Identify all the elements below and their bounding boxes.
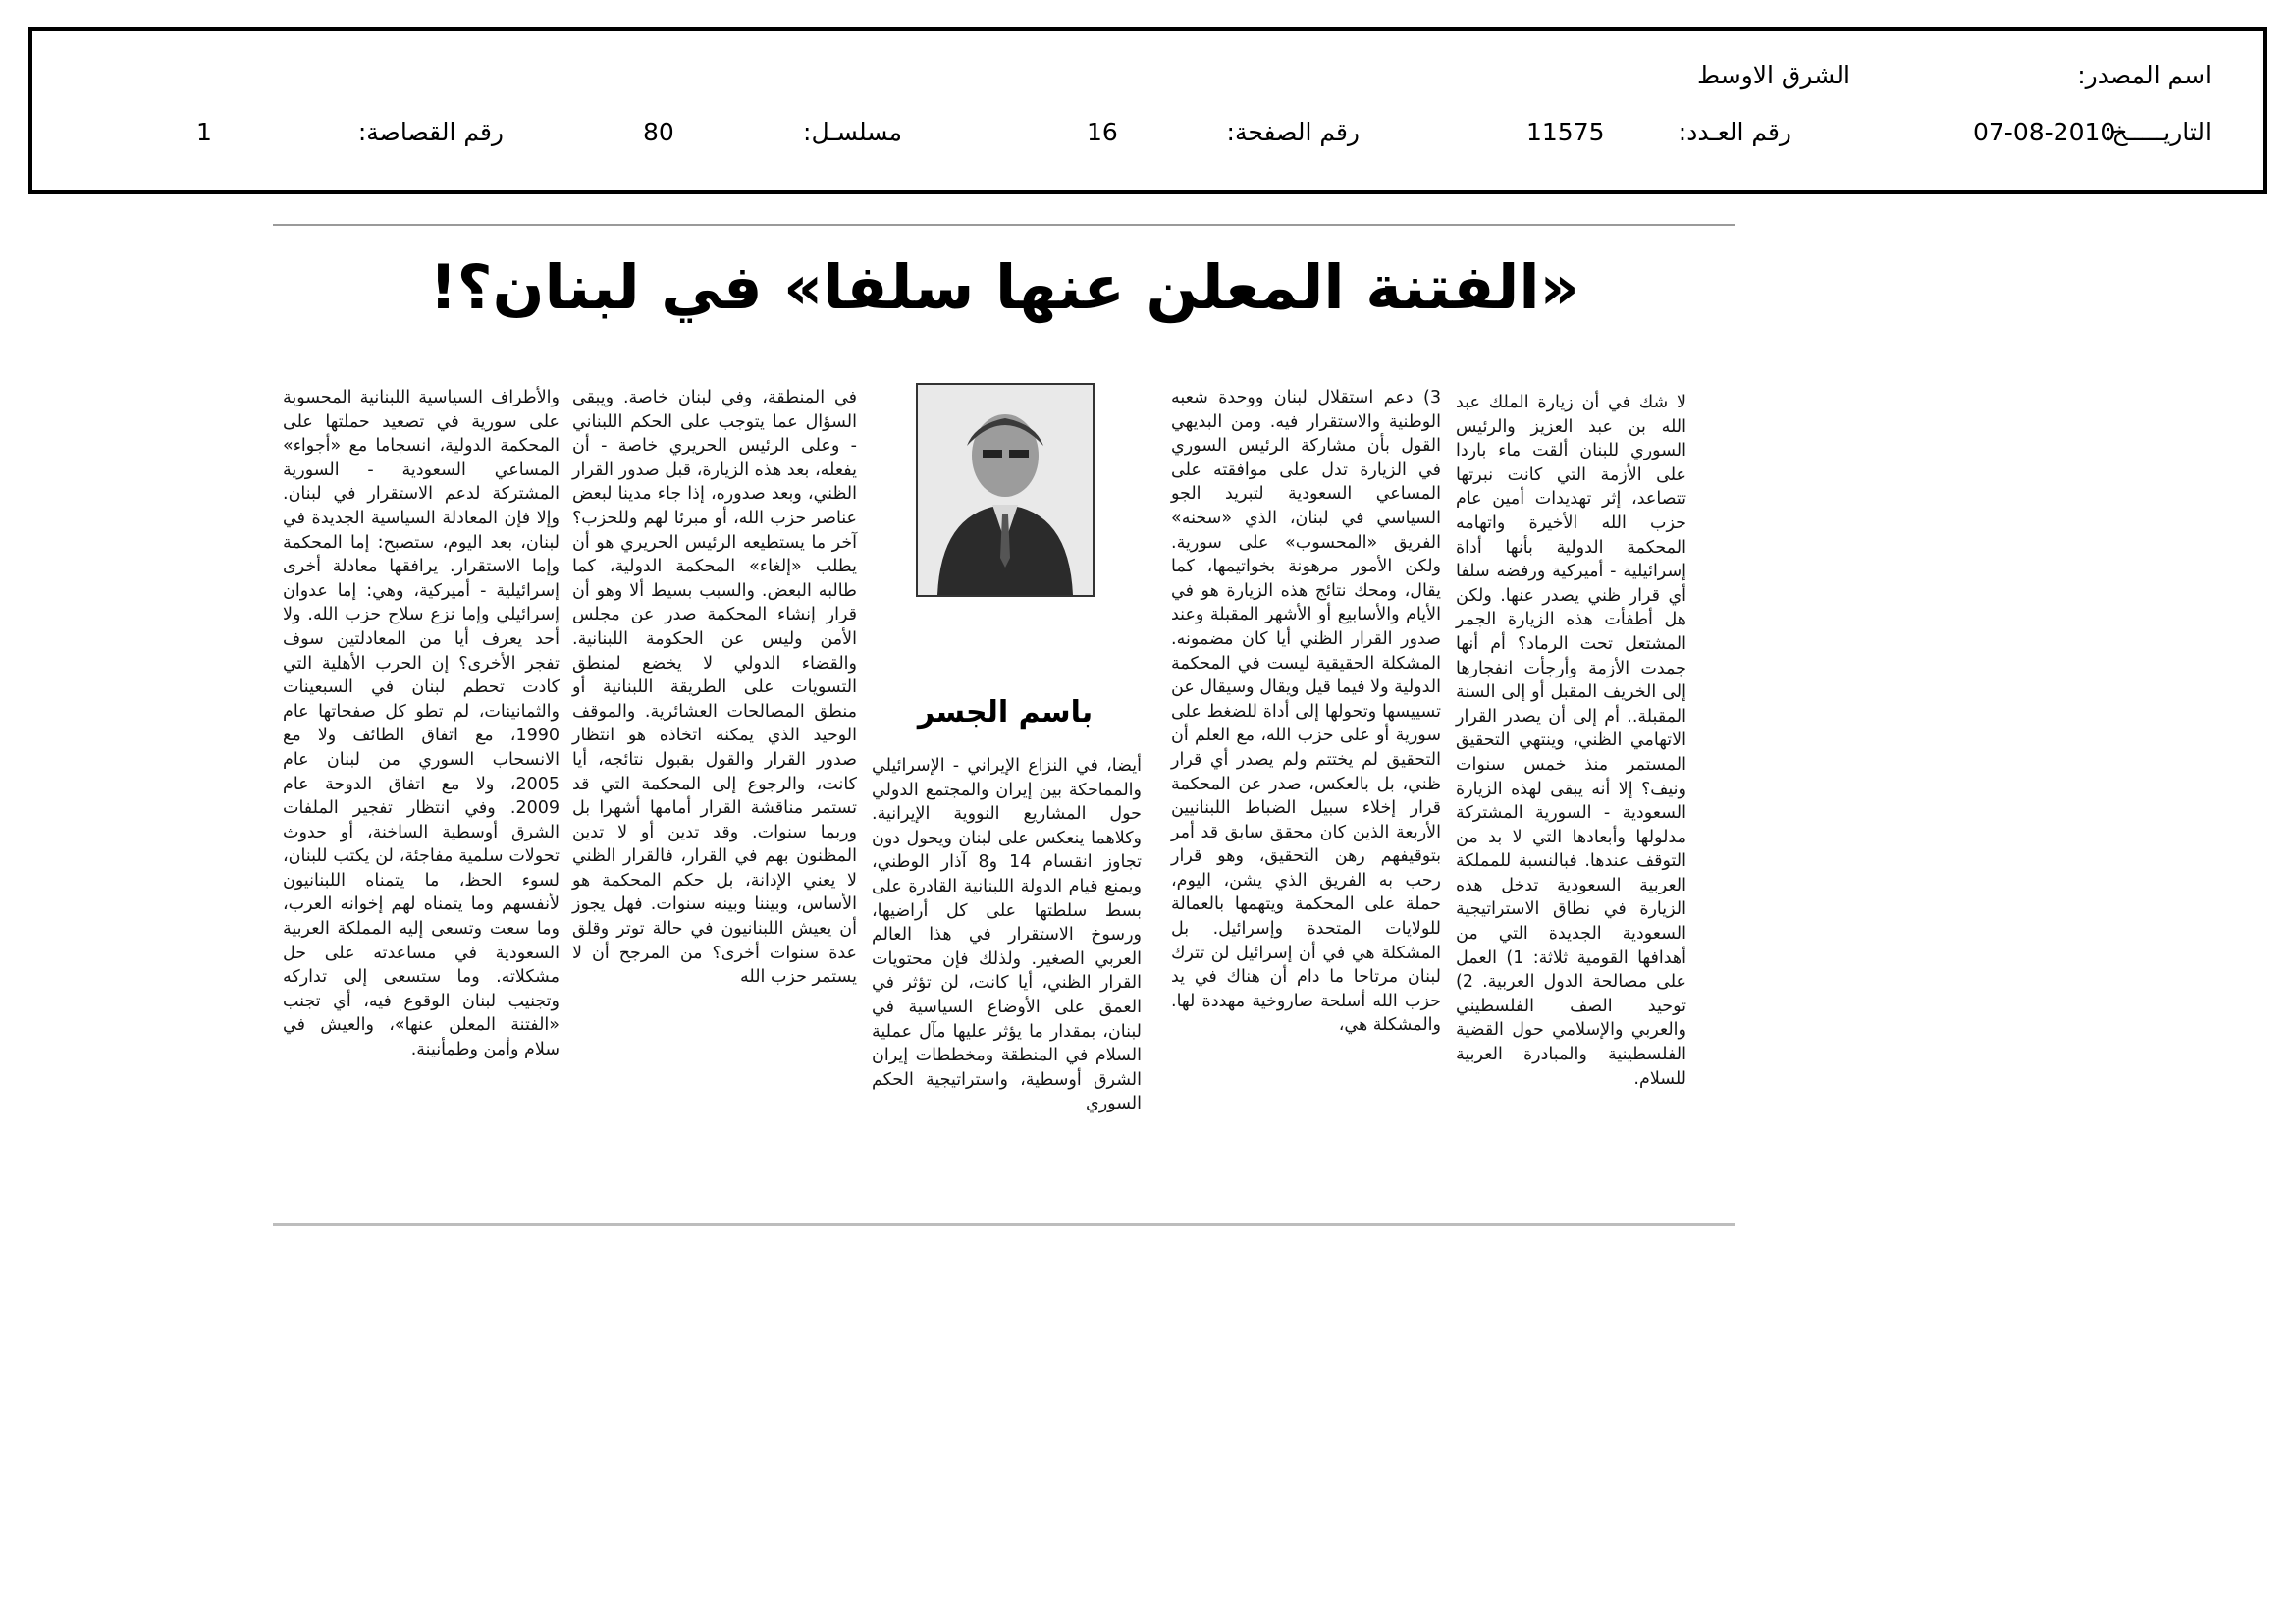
article-column-2: 3) دعم استقلال لبنان ووحدة شعبه الوطنية والاستقرار فيه. ومن البديهي القول بأن مشاركة الرئيس السوري في الزيارة تدل على موافقته على المساعي السعودية لتبريد الجو السياسي في لبنان، الذي «سخنه» الفريق «المحسوب» على سورية. ولكن الأمور مرهونة بخواتيمها، كما يقال، ومحك نتائج هذه الزيارة هو في الأيام والأسابيع أو الأشهر المقبلة وعند صدور القرار الظني أيا كان مضمونه. المشكلة الحقيقية ليست في المحكمة الدولية ولا فيما قيل ويقال وسيقال عن تسييسها وتحولها إلى أداة للضغط على سورية أو على حزب الله، مع العلم أن التحقيق لم يختتم ولم يصدر أي قرار ظني، بل بالعكس، صدر عن المحكمة قرار إخلاء سبيل الضباط اللبنانيين الأربعة الذين كان محقق سابق قد أمر بتوقيفهم رهن التحقيق، وهو قرار رحب به الفريق الذي يشن، اليوم، حملة على المحكمة ويتهمها بالعمالة للولايات المتحدة وإسرائيل. بل المشكلة هي في أن إسرائيل لن تترك لبنان مرتاحا ما دام أن هناك في يد حزب الله أسلحة صاروخية مهددة لها. والمشكلة هي، bbox=[1171, 388, 1441, 1036]
author-portrait-icon bbox=[918, 385, 1093, 595]
clip-value: 1 bbox=[196, 118, 212, 146]
author-photo bbox=[916, 383, 1095, 597]
source-value: الشرق الاوسط bbox=[1697, 61, 1850, 89]
article-column-4: في المنطقة، وفي لبنان خاصة. ويبقى السؤال عما يتوجب على الحكم اللبناني - وعلى الرئيس الحريري خاصة - أن يفعله، بعد هذه الزيارة، قبل صدور القرار الظني، وبعد صدوره، إذا جاء مدينا لبعض عناصر حزب الله، أو مبرئا لهم وللحزب؟ آخر ما يستطيعه الرئيس الحريري هو أن يطلب «إلغاء» المحكمة الدولية، كما طالبه البعض. والسبب بسيط ألا وهو أن قرار إنشاء المحكمة صدر عن مجلس الأمن وليس عن الحكومة اللبنانية. والقضاء الدولي لا يخضع لمنطق التسويات على الطريقة اللبنانية أو منطق المصالحات العشائرية. والموقف الوحيد الذي يمكنه اتخاذه هو انتظار صدور القرار والقول بقبول نتائجه، أيا كانت، والرجوع إلى المحكمة التي قد تستمر مناقشة القرار أمامها أشهرا بل وربما سنوات. وقد تدين أو لا تدين المظنون بهم في القرار، فالقرار الظني لا يعني الإدانة، بل حكم المحكمة هو الأساس، وبيننا وبينه سنوات. فهل يجوز أن يعيش اللبنانيون في حالة توتر وقلق عدة سنوات أخرى؟ من المرجح أن لا يستمر حزب الله bbox=[572, 388, 857, 988]
source-label: اسم المصدر: bbox=[2077, 61, 2212, 89]
article-column-1: لا شك في أن زيارة الملك عبد الله بن عبد العزيز والرئيس السوري للبنان ألقت ماء باردا على الأزمة التي كانت نبرتها تتصاعد، إثر تهديدات أمين عام حزب الله الأخيرة واتهامه المحكمة الدولية بأنها أداة إسرائيلية - أميركية ورفضه سلفا أي قرار ظني يصدر عنها. ولكن هل أطفأت هذه الزيارة الجمر المشتعل تحت الرماد؟ أم أنها جمدت الأزمة وأرجأت انفجارها إلى الخريف المقبل أو إلى السنة المقبلة.. أم إلى أن يصدر القرار الاتهامي الظني، وينتهي التحقيق المستمر منذ خمس سنوات ونيف؟ إلا أنه يبقى لهذه الزيارة السعودية - السورية المشتركة مدلولها وأبعادها التي لا بد من التوقف عندها. فبالنسبة للمملكة العربية السعودية تدخل هذه الزيارة في نطاق الاستراتيجية السعودية الجديدة التي من أهدافها القومية ثلاثة: 1) العمل على مصالحة الدول العربية. 2) توحيد الصف الفلسطيني والعربي والإسلامي حول القضية الفلسطينية والمبادرة العربية للسلام. bbox=[1456, 393, 1686, 1089]
clip-label: رقم القصاصة: bbox=[357, 118, 504, 146]
bottom-rule bbox=[273, 1223, 1735, 1226]
serial-label: مسلسـل: bbox=[803, 118, 902, 146]
metadata-header bbox=[28, 27, 2267, 194]
date-label: التاريـــــخ: bbox=[2104, 118, 2212, 146]
article-column-3: أيضا، في النزاع الإيراني - الإسرائيلي والمماحكة بين إيران والمجتمع الدولي حول المشاريع النووية الإيرانية. وكلاهما ينعكس على لبنان ويحول دون تجاوز انقسام 14 و8 آذار الوطني، ويمنع قيام الدولة اللبنانية القادرة على بسط سلطتها على كل أراضيها، ورسوخ الاستقرار في هذا العالم العربي الصغير. ولذلك فإن محتويات القرار الظني، أيا كانت، لن تؤثر في العمق على الأوضاع السياسية في لبنان، بمقدار ما يؤثر عليها مآل عملية السلام في المنطقة ومخططات إيران الشرق أوسطية، واستراتيجية الحكم السوري bbox=[872, 756, 1143, 1114]
date-value: 07-08-2010 bbox=[1973, 118, 2116, 146]
article-column-5: والأطراف السياسية اللبنانية المحسوبة على سورية في تصعيد حملتها على المحكمة الدولية، انسجاما مع «أجواء» المساعي السعودية - السورية المشتركة لدعم الاستقرار في لبنان. وإلا فإن المعادلة السياسية الجديدة في لبنان، بعد اليوم، ستصبح: إما المحكمة وإما الاستقرار. يرافقها معادلة أخرى إسرائيلية - أميركية، وهي: إما عدوان إسرائيلي وإما نزع سلاح حزب الله. ولا أحد يعرف أيا من المعادلتين سوف تفجر الأخرى؟ إن الحرب الأهلية التي كادت تحطم لبنان في السبعينات والثمانينات، لم تطو كل صفحاتها عام 1990، مع اتفاق الطائف ولا مع الانسحاب السوري من لبنان عام 2005، ولا مع اتفاق الدوحة عام 2009. وفي انتظار تفجير الملفات الشرق أوسطية الساخنة، أو حدوث تحولات سلمية مفاجئة، لن يكتب للبنان، لسوء الحظ، ما يتمناه اللبنانيون لأنفسهم وما يتمناه لهم إخوانه العرب، وما سعت وتسعى إليه المملكة العربية السعودية في مساعدته على حل مشكلاته. وما ستسعى إلى تداركه وتجنيب لبنان الوقوع فيه، أي تجنب «الفتنة المعلن عنها»، والعيش في سلام وأمن وطمأنينة. bbox=[283, 388, 560, 1060]
article-clipping bbox=[273, 224, 1735, 1240]
article-title: «الفتنة المعلن عنها سلفا» في لبنان؟! bbox=[429, 251, 1579, 323]
author-name: باسم الجسر bbox=[917, 695, 1094, 730]
page-label: رقم الصفحة: bbox=[1226, 118, 1360, 146]
page-value: 16 bbox=[1087, 118, 1118, 146]
issue-label: رقم العـدد: bbox=[1678, 118, 1791, 146]
serial-value: 80 bbox=[643, 118, 674, 146]
top-rule bbox=[273, 224, 1735, 226]
issue-value: 11575 bbox=[1526, 118, 1605, 146]
